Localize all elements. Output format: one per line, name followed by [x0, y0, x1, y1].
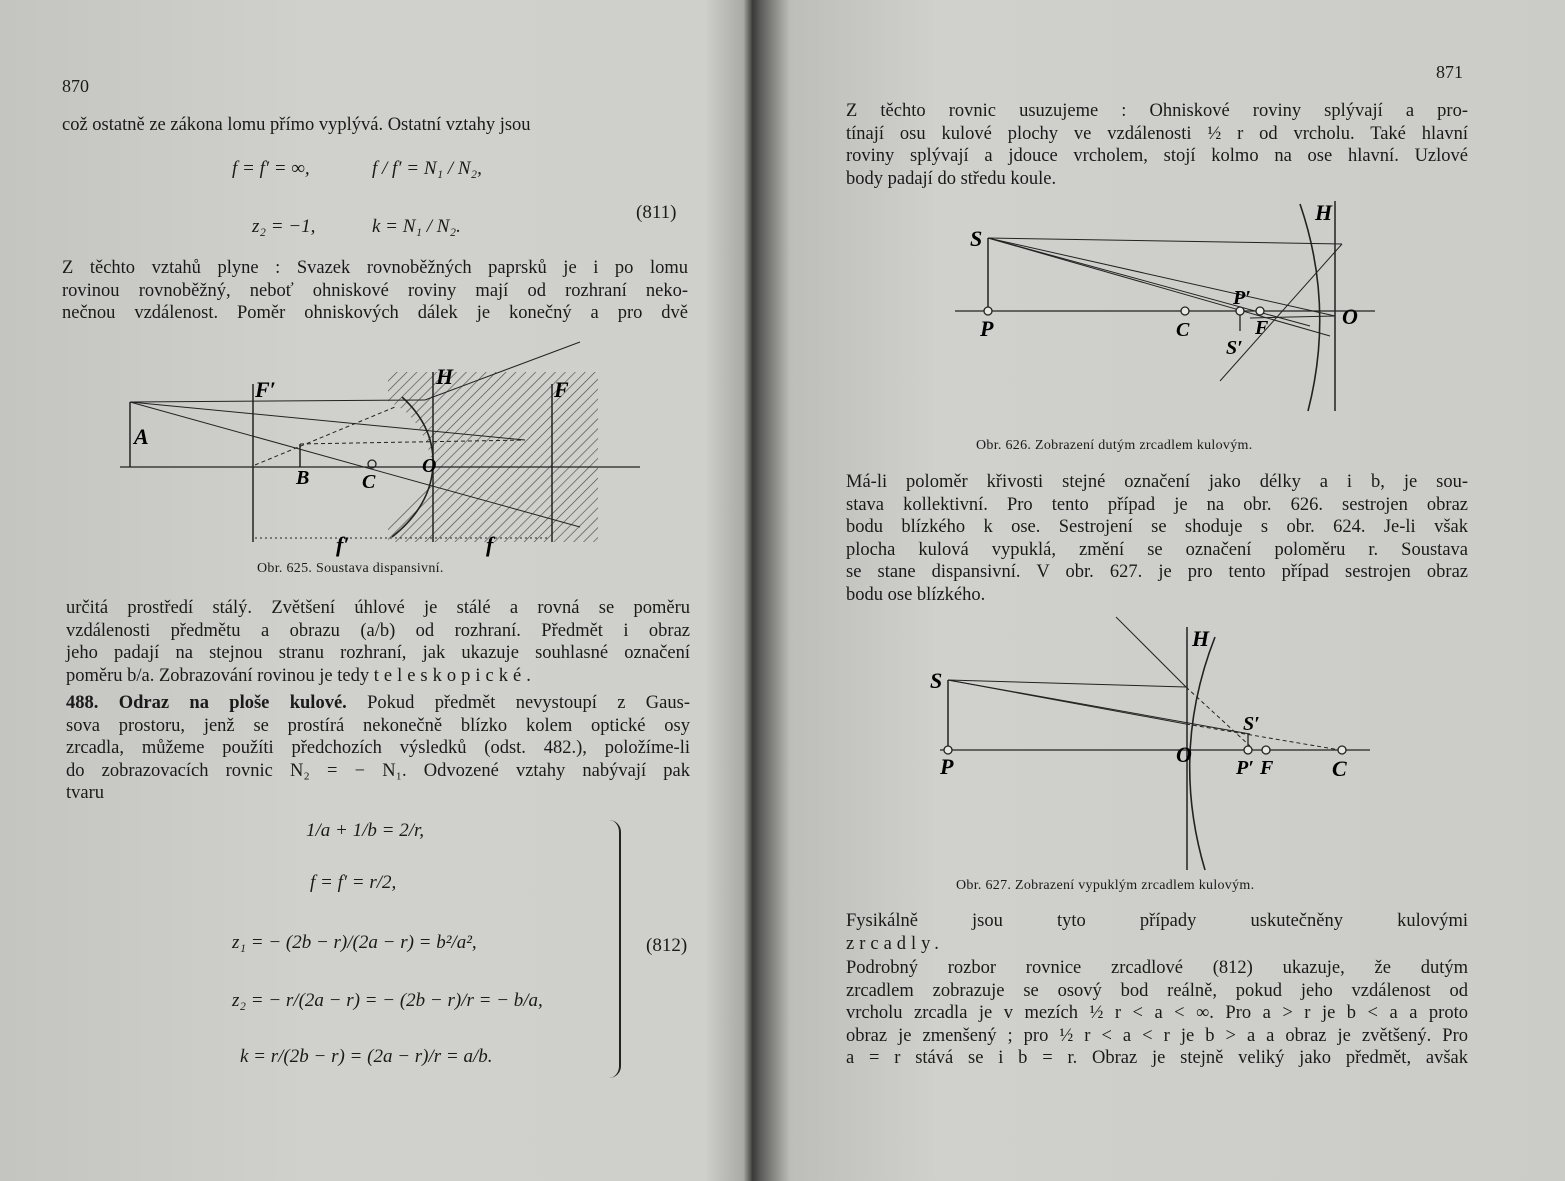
equation-number-812: (812): [646, 935, 688, 956]
label-S: S: [930, 668, 943, 693]
equation-812-line1: 1/a + 1/b = 2/r,: [306, 820, 425, 841]
figure-627-caption: Obr. 627. Zobrazení vypuklým zrcadlem kulovým.: [956, 878, 1255, 893]
label-H: H: [1315, 200, 1333, 225]
section-heading: 488. Odraz na ploše kulové.: [66, 693, 347, 713]
label-f: f: [486, 532, 494, 557]
point-P-prime: [1244, 746, 1252, 754]
ray: [130, 400, 425, 402]
paragraph-collective-system: Má-li poloměr křivosti stejné označení jako délky a i b, je sou- stava kollektivní. Pro tento případ je na obr. 626. sestrojen obraz bodu blízkého k ose. Sestrojení se shoduje s obr. 624. Je-li však plocha kulová vypuklá, změní se označení poloměru r. Soustava se stane dispansivní. V obr. 627. je pro tento případ sestrojen obraz bodu ose blízkého.: [846, 472, 1468, 605]
label-H: H: [436, 364, 454, 389]
label-f-prime: f′: [336, 532, 350, 557]
ray: [1116, 617, 1186, 687]
label-B: B: [296, 467, 310, 489]
equation-811-line2-b: k = N₁ / N₂.: [372, 216, 461, 237]
equation-812-line3: z₁ = − (2b − r)/(2a − r) = b²/a²,: [232, 932, 477, 953]
label-S-prime: S′: [1243, 713, 1260, 735]
ray: [948, 680, 1186, 724]
point-C: [1338, 746, 1346, 754]
concave-mirror: [1300, 204, 1320, 411]
point-F: [1262, 746, 1270, 754]
paragraph-spherical-mirrors: Fysikálně jsou tyto případy uskutečněny kulovými zrcadly.: [846, 911, 1468, 954]
label-A: A: [134, 424, 149, 449]
paragraph-angular-magnification: určitá prostředí stálý. Zvětšení úhlové je stálé a rovná se poměru vzdálenosti předmětu a obrazu (a/b) od rozhraní. Předmět i obraz jeho padají na stejnou stranu rozhraní, jak ukazuje souhlasné označení poměru b/a. Zobrazování rovinou je tedy teleskopické.: [66, 598, 690, 686]
equation-brace: [605, 820, 621, 1078]
equation-812-line4: z₂ = − r/(2a − r) = − (2b − r)/r = − b/a,: [232, 990, 543, 1011]
label-S-prime: S′: [1226, 337, 1243, 359]
equation-811-line1-b: f / f′ = N₁ / N₂,: [372, 158, 482, 179]
equation-811-line2-a: z₂ = −1,: [252, 216, 316, 237]
figure-626-concave-mirror: [950, 196, 1400, 416]
label-F: F: [554, 377, 569, 402]
equation-812-line2: f = f′ = r/2,: [310, 872, 397, 893]
point-P: [944, 746, 952, 754]
equation-number-811: (811): [636, 202, 677, 223]
left-page: [0, 0, 752, 1181]
label-O: O: [1176, 742, 1192, 767]
page-number: 871: [1436, 62, 1463, 82]
ray: [988, 238, 1342, 244]
equation-812-line5: k = r/(2b − r) = (2a − r)/r = a/b.: [240, 1046, 493, 1067]
figure-625-dispersive-system: [110, 332, 650, 562]
virtual-ray: [1186, 724, 1340, 750]
ray: [988, 238, 1330, 336]
paragraph-focal-planes: Z těchto rovnic usuzujeme : Ohniskové roviny splývají a pro- tínají osu kulové plochy ve vzdálenosti ½ r od vrcholu. Také hlavní roviny splývají a jdouce vrcholem, stojí kolmo na ose hlavní. Uzlové body padají do středu koule.: [846, 101, 1468, 189]
label-P-prime: P′: [1236, 757, 1254, 779]
page-number: 870: [62, 76, 89, 96]
label-P-prime: P′: [1233, 287, 1251, 309]
label-F: F: [1260, 757, 1274, 779]
virtual-ray: [1186, 687, 1250, 746]
label-P: P: [980, 316, 994, 341]
right-page: [770, 0, 1565, 1181]
figure-625-caption: Obr. 625. Soustava dispansivní.: [257, 561, 444, 576]
label-F: F: [1255, 317, 1269, 339]
intro-line: což ostatně ze zákona lomu přímo vyplývá. Ostatní vztahy jsou: [62, 115, 531, 135]
label-O: O: [1342, 304, 1358, 329]
label-F-prime: F′: [255, 377, 276, 402]
point-P: [984, 307, 992, 315]
section-488: 488. Odraz na ploše kulové. Pokud předmět nevystoupí z Gaus- sova prostoru, jenž se prostírá nekonečně blízko kolem optické osy zrcadla, můžeme použíti předchozích výsledků (odst. 482.), položíme-li do zobrazovacích rovnic N₂ = − N₁. Odvozené vztahy nabývají pak tvaru: [66, 693, 690, 803]
point-C: [1181, 307, 1189, 315]
figure-626-caption: Obr. 626. Zobrazení dutým zrcadlem kulovým.: [976, 438, 1253, 453]
label-C: C: [362, 471, 376, 493]
label-S: S: [970, 226, 983, 251]
paragraph-parallel-rays: Z těchto vztahů plyne : Svazek rovnoběžných paprsků je i po lomu rovinou rovnoběžný, neboť ohniskové roviny mají od rozhraní neko- nečnou vzdálenost. Poměr ohniskových dálek je konečný a pro dvě: [62, 258, 688, 323]
paragraph-mirror-equation-analysis: Podrobný rozbor rovnice zrcadlové (812) ukazuje, že dutým zrcadlem zobrazuje se osový bod reálně, pokud jeho vzdálenost od vrcholu zrcadla je v mezích ½ r < a < ∞. Pro a > r je b < a a proto obraz je zmenšený ; pro ½ r < a < r je b > a a obraz je zvětšený. Pro a = r stává se i b = r. Obraz je stejně veliký jako předmět, avšak: [846, 958, 1468, 1068]
convex-mirror: [1190, 637, 1215, 870]
label-C: C: [1332, 756, 1347, 781]
label-H: H: [1192, 626, 1210, 651]
label-P: P: [940, 754, 954, 779]
ray: [988, 238, 1335, 316]
label-C: C: [1176, 319, 1190, 341]
figure-627-convex-mirror: [930, 612, 1380, 874]
point-F: [1256, 307, 1264, 315]
equation-811-line1-a: f = f′ = ∞,: [232, 158, 310, 179]
label-O: O: [422, 455, 437, 477]
